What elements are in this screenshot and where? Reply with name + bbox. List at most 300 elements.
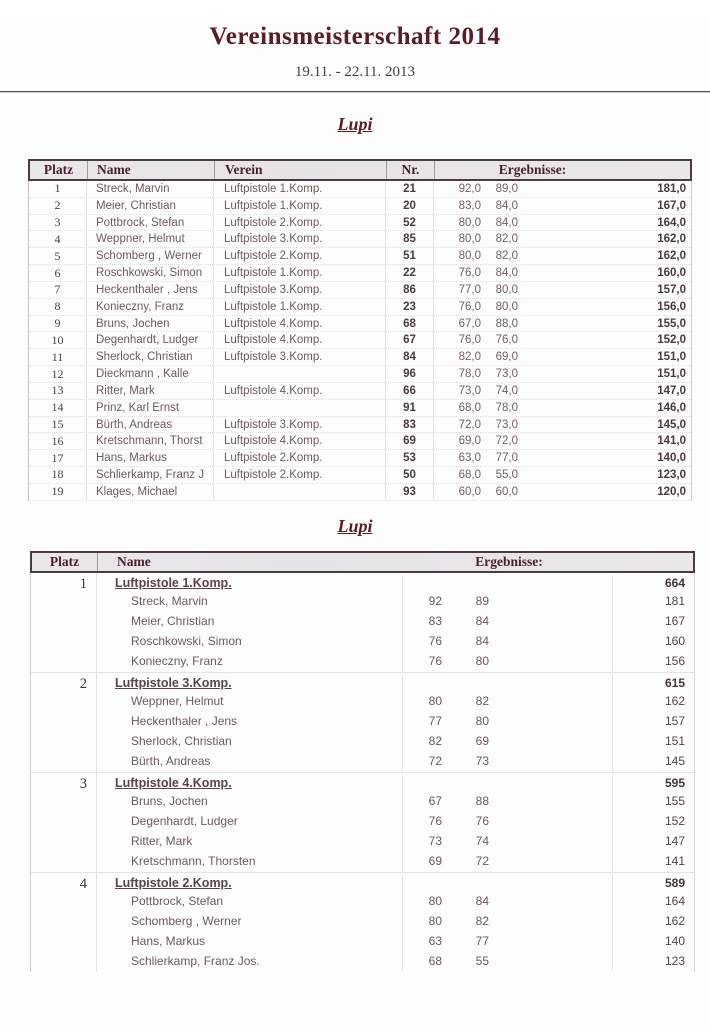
- score-1: 76: [428, 653, 442, 668]
- member-row: [97, 811, 694, 831]
- score-2: 84,0: [495, 216, 518, 229]
- team-name-cell: [97, 776, 402, 790]
- verein-cell: Luftpistole 1.Komp.: [214, 299, 386, 315]
- member-name: Sherlock, Christian: [131, 733, 232, 748]
- score-2: 82,0: [495, 233, 518, 246]
- member-scores: [402, 611, 612, 631]
- score-2: 82: [475, 913, 489, 928]
- individual-table-body: [28, 181, 692, 501]
- results-table-teams: [30, 551, 695, 972]
- score-1: 80: [428, 913, 442, 928]
- member-scores: [402, 691, 612, 711]
- table-row: [29, 282, 691, 299]
- results-cell: [434, 265, 691, 281]
- horizontal-rule: [0, 91, 710, 93]
- total-score: 156,0: [657, 300, 686, 313]
- column-header-nr: Nr.: [387, 161, 435, 179]
- member-row: [97, 851, 694, 871]
- rank-cell: 3: [29, 215, 87, 231]
- score-1: 68,0: [458, 401, 481, 414]
- member-name: Weppner, Helmut: [131, 693, 224, 708]
- column-header-ergebnisse: Ergebnisse:: [475, 553, 543, 569]
- score-2: 72: [475, 853, 489, 868]
- verein-cell: Luftpistole 1.Komp.: [214, 265, 386, 281]
- score-2: 88: [475, 793, 489, 808]
- score-2: 89,0: [495, 182, 518, 195]
- member-total: 164: [612, 891, 694, 911]
- score-1: 69: [428, 853, 442, 868]
- member-total: 141: [612, 851, 694, 871]
- verein-cell: Luftpistole 2.Komp.: [214, 450, 386, 466]
- score-1: 77,0: [458, 283, 481, 296]
- score-1: 63,0: [458, 452, 481, 465]
- total-score: 155,0: [657, 317, 686, 330]
- score-1: 80,0: [458, 233, 481, 246]
- total-score: 164,0: [657, 216, 686, 229]
- team-rank-cell: 1: [31, 573, 97, 672]
- team-scores-spacer: [402, 875, 612, 891]
- member-row: [97, 631, 694, 651]
- date-range: 19.11. - 22.11. 2013: [294, 64, 416, 80]
- score-2: 69: [475, 733, 489, 748]
- table-row: [29, 450, 691, 467]
- team-name: Luftpistole 4.Komp.: [115, 775, 232, 790]
- score-1: 76,0: [458, 300, 481, 313]
- team-group: [31, 573, 694, 672]
- score-1: 92,0: [458, 182, 481, 195]
- team-table-body: [30, 573, 695, 972]
- member-row: [97, 791, 694, 811]
- verein-cell: Luftpistole 1.Komp.: [214, 198, 386, 214]
- table-row: [29, 349, 691, 366]
- member-row: [97, 731, 694, 751]
- total-score: 162,0: [657, 250, 686, 263]
- score-2: 84: [475, 633, 489, 648]
- number-cell: 83: [386, 417, 434, 433]
- score-2: 74,0: [495, 384, 518, 397]
- table-row: [29, 265, 691, 282]
- rank-cell: 19: [29, 484, 87, 500]
- member-row: [97, 611, 694, 631]
- member-total: 140: [612, 931, 694, 951]
- name-cell: Ritter, Mark: [87, 383, 214, 399]
- member-total: 157: [612, 711, 694, 731]
- total-score: 160,0: [657, 267, 686, 280]
- results-cell: [434, 433, 691, 449]
- results-cell: [434, 181, 691, 197]
- page-title: Vereinsmeisterschaft 2014: [209, 23, 501, 50]
- team-rank-cell: 2: [31, 673, 97, 772]
- name-cell: Dieckmann , Kalle: [87, 366, 214, 382]
- member-scores: [402, 891, 612, 911]
- member-scores: [402, 951, 612, 971]
- score-2: 89: [475, 593, 489, 608]
- total-score: 181,0: [657, 182, 686, 195]
- score-2: 73: [475, 753, 489, 768]
- score-1: 80: [428, 893, 442, 908]
- verein-cell: Luftpistole 1.Komp.: [214, 181, 386, 197]
- verein-cell: Luftpistole 2.Komp.: [214, 467, 386, 483]
- rank-cell: 13: [29, 383, 87, 399]
- score-2: 72,0: [495, 435, 518, 448]
- score-2: 82: [475, 693, 489, 708]
- member-row: [97, 931, 694, 951]
- member-total: 181: [612, 591, 694, 611]
- score-2: 69,0: [495, 351, 518, 364]
- number-cell: 22: [386, 265, 434, 281]
- score-1: 76: [428, 633, 442, 648]
- number-cell: 69: [386, 433, 434, 449]
- member-name: Bürth, Andreas: [131, 753, 211, 768]
- score-1: 60,0: [458, 485, 481, 498]
- member-total: 160: [612, 631, 694, 651]
- name-cell: Degenhardt, Ludger: [87, 332, 214, 348]
- table-row: [29, 467, 691, 484]
- table-row: [29, 299, 691, 316]
- team-group: [31, 872, 694, 972]
- rank-cell: 2: [29, 198, 87, 214]
- results-cell: [434, 366, 691, 382]
- verein-cell: Luftpistole 2.Komp.: [214, 248, 386, 264]
- number-cell: 21: [386, 181, 434, 197]
- score-1: 68,0: [458, 468, 481, 481]
- member-scores: [402, 931, 612, 951]
- rank-cell: 15: [29, 417, 87, 433]
- team-members: [97, 791, 694, 871]
- column-header-platz: Platz: [30, 161, 88, 179]
- verein-cell: Luftpistole 4.Komp.: [214, 332, 386, 348]
- results-cell: [434, 198, 691, 214]
- verein-cell: Luftpistole 2.Komp.: [214, 215, 386, 231]
- team-members: [97, 591, 694, 671]
- member-scores: [402, 811, 612, 831]
- rank-cell: 6: [29, 265, 87, 281]
- team-name-cell: [97, 876, 402, 890]
- total-score: 140,0: [657, 452, 686, 465]
- column-header-name: Name: [117, 553, 151, 569]
- number-cell: 51: [386, 248, 434, 264]
- member-name: Streck, Marvin: [131, 593, 208, 608]
- score-1: 78,0: [458, 368, 481, 381]
- verein-cell: Luftpistole 3.Komp.: [214, 231, 386, 247]
- score-2: 55: [475, 953, 489, 968]
- rank-cell: 9: [29, 316, 87, 332]
- member-scores: [402, 591, 612, 611]
- results-cell: [434, 450, 691, 466]
- table-row: [29, 198, 691, 215]
- total-score: 120,0: [657, 485, 686, 498]
- member-scores: [402, 791, 612, 811]
- score-2: 77: [475, 933, 489, 948]
- total-score: 152,0: [657, 334, 686, 347]
- results-cell: [434, 400, 691, 416]
- column-header-verein: Verein: [215, 161, 387, 179]
- member-scores: [402, 631, 612, 651]
- team-header-row: [97, 773, 694, 791]
- team-total: 595: [612, 775, 694, 791]
- score-1: 80,0: [458, 216, 481, 229]
- name-cell: Streck, Marvin: [87, 181, 214, 197]
- score-1: 63: [428, 933, 442, 948]
- section-title-individual: Lupi: [337, 114, 373, 134]
- results-cell: [434, 349, 691, 365]
- number-cell: 53: [386, 450, 434, 466]
- verein-cell: Luftpistole 3.Komp.: [214, 349, 386, 365]
- member-name: Schlierkamp, Franz Jos.: [131, 953, 260, 968]
- table-row: [29, 231, 691, 248]
- member-row: [97, 591, 694, 611]
- column-header-platz: Platz: [32, 553, 98, 571]
- total-score: 157,0: [657, 283, 686, 296]
- score-1: 73: [428, 833, 442, 848]
- rank-cell: 14: [29, 400, 87, 416]
- name-cell: Meier, Christian: [87, 198, 214, 214]
- rank-cell: 7: [29, 282, 87, 298]
- rank-cell: 5: [29, 248, 87, 264]
- member-row: [97, 831, 694, 851]
- score-2: 84,0: [495, 199, 518, 212]
- results-cell: [434, 215, 691, 231]
- score-2: 80,0: [495, 283, 518, 296]
- team-name: Luftpistole 3.Komp.: [115, 675, 232, 690]
- score-1: 67: [428, 793, 442, 808]
- member-scores: [402, 911, 612, 931]
- score-1: 67,0: [458, 317, 481, 330]
- score-1: 72: [428, 753, 442, 768]
- name-cell: Konieczny, Franz: [87, 299, 214, 315]
- member-name: Heckenthaler , Jens: [131, 713, 238, 728]
- score-1: 72,0: [458, 418, 481, 431]
- member-name: Ritter, Mark: [131, 833, 193, 848]
- number-cell: 84: [386, 349, 434, 365]
- name-cell: Pottbrock, Stefan: [87, 215, 214, 231]
- verein-cell: [214, 484, 386, 500]
- results-cell: [434, 282, 691, 298]
- score-1: 76,0: [458, 334, 481, 347]
- score-2: 73,0: [495, 418, 518, 431]
- member-total: 152: [612, 811, 694, 831]
- member-name: Hans, Markus: [131, 933, 206, 948]
- score-2: 84: [475, 893, 489, 908]
- number-cell: 93: [386, 484, 434, 500]
- table-row: [29, 332, 691, 349]
- member-name: Degenhardt, Ludger: [131, 813, 238, 828]
- team-name-cell: [97, 676, 402, 690]
- rank-cell: 10: [29, 332, 87, 348]
- results-cell: [434, 467, 691, 483]
- number-cell: 86: [386, 282, 434, 298]
- member-row: [97, 951, 694, 971]
- score-1: 77: [428, 713, 442, 728]
- results-cell: [434, 484, 691, 500]
- total-score: 146,0: [657, 401, 686, 414]
- team-header-row: [97, 573, 694, 591]
- name-cell: Prinz, Karl Ernst: [87, 400, 214, 416]
- name-cell: Weppner, Helmut: [87, 231, 214, 247]
- member-name: Meier, Christian: [131, 613, 215, 628]
- score-2: 84: [475, 613, 489, 628]
- score-1: 83: [428, 613, 442, 628]
- member-scores: [402, 731, 612, 751]
- total-score: 147,0: [657, 384, 686, 397]
- member-scores: [402, 711, 612, 731]
- column-header-name: Name: [88, 161, 215, 179]
- results-cell: [434, 248, 691, 264]
- total-score: 151,0: [657, 351, 686, 364]
- table-row: [29, 248, 691, 265]
- number-cell: 68: [386, 316, 434, 332]
- score-1: 76: [428, 813, 442, 828]
- table-row: [29, 433, 691, 450]
- table-row: [29, 417, 691, 434]
- verein-cell: Luftpistole 4.Komp.: [214, 433, 386, 449]
- results-cell: [434, 299, 691, 315]
- member-total: 156: [612, 651, 694, 671]
- total-score: 151,0: [657, 368, 686, 381]
- score-2: 55,0: [495, 468, 518, 481]
- score-1: 80,0: [458, 250, 481, 263]
- column-header-spacer: [614, 553, 693, 571]
- score-2: 76: [475, 813, 489, 828]
- table-row: [29, 316, 691, 333]
- member-row: [97, 711, 694, 731]
- verein-cell: Luftpistole 3.Komp.: [214, 282, 386, 298]
- score-2: 74: [475, 833, 489, 848]
- score-2: 76,0: [495, 334, 518, 347]
- member-name: Roschkowski, Simon: [131, 633, 242, 648]
- team-name: Luftpistole 1.Komp.: [115, 575, 232, 590]
- score-1: 76,0: [458, 267, 481, 280]
- team-scores-spacer: [402, 575, 612, 591]
- table-row: [29, 484, 691, 501]
- member-scores: [402, 651, 612, 671]
- team-members: [97, 691, 694, 771]
- team-members: [97, 891, 694, 971]
- total-score: 123,0: [657, 468, 686, 481]
- score-2: 82,0: [495, 250, 518, 263]
- number-cell: 67: [386, 332, 434, 348]
- name-cell: Bürth, Andreas: [87, 417, 214, 433]
- member-total: 162: [612, 691, 694, 711]
- member-name: Kretschmann, Thorsten: [131, 853, 256, 868]
- score-1: 92: [428, 593, 442, 608]
- team-group-main: [97, 673, 694, 772]
- team-rank-cell: 4: [31, 873, 97, 972]
- verein-cell: Luftpistole 4.Komp.: [214, 383, 386, 399]
- rank-cell: 8: [29, 299, 87, 315]
- name-cell: Heckenthaler , Jens: [87, 282, 214, 298]
- team-group: [31, 772, 694, 872]
- total-score: 145,0: [657, 418, 686, 431]
- number-cell: 52: [386, 215, 434, 231]
- team-rank-cell: 3: [31, 773, 97, 872]
- score-1: 82,0: [458, 351, 481, 364]
- member-name: Konieczny, Franz: [131, 653, 223, 668]
- member-name: Bruns, Jochen: [131, 793, 208, 808]
- verein-cell: [214, 366, 386, 382]
- number-cell: 20: [386, 198, 434, 214]
- score-2: 78,0: [495, 401, 518, 414]
- number-cell: 23: [386, 299, 434, 315]
- score-1: 73,0: [458, 384, 481, 397]
- team-table-header: [30, 551, 695, 573]
- member-total: 123: [612, 951, 694, 971]
- member-total: 167: [612, 611, 694, 631]
- name-cell: Hans, Markus: [87, 450, 214, 466]
- number-cell: 91: [386, 400, 434, 416]
- team-total: 589: [612, 875, 694, 891]
- name-cell: Klages, Michael: [87, 484, 214, 500]
- score-2: 60,0: [495, 485, 518, 498]
- individual-table-header: [28, 159, 692, 181]
- name-cell: Bruns, Jochen: [87, 316, 214, 332]
- team-header-row: [97, 873, 694, 891]
- member-row: [97, 891, 694, 911]
- name-cell: Sherlock, Christian: [87, 349, 214, 365]
- team-total: 664: [612, 575, 694, 591]
- name-cell: Roschkowski, Simon: [87, 265, 214, 281]
- rank-cell: 18: [29, 467, 87, 483]
- number-cell: 85: [386, 231, 434, 247]
- team-name: Luftpistole 2.Komp.: [115, 875, 232, 890]
- score-1: 69,0: [458, 435, 481, 448]
- member-scores: [402, 831, 612, 851]
- rank-cell: 16: [29, 433, 87, 449]
- total-score: 141,0: [657, 435, 686, 448]
- name-cell: Schlierkamp, Franz J: [87, 467, 214, 483]
- results-table-individual: [28, 159, 692, 501]
- rank-cell: 1: [29, 181, 87, 197]
- table-row: [29, 366, 691, 383]
- table-row: [29, 215, 691, 232]
- score-2: 80: [475, 653, 489, 668]
- member-row: [97, 691, 694, 711]
- team-total: 615: [612, 675, 694, 691]
- member-total: 151: [612, 731, 694, 751]
- table-row: [29, 181, 691, 198]
- team-name-cell: [97, 576, 402, 590]
- member-name: Pottbrock, Stefan: [131, 893, 224, 908]
- rank-cell: 17: [29, 450, 87, 466]
- score-2: 77,0: [495, 452, 518, 465]
- total-score: 167,0: [657, 199, 686, 212]
- member-total: 147: [612, 831, 694, 851]
- results-cell: [434, 417, 691, 433]
- member-row: [97, 911, 694, 931]
- name-cell: Kretschmann, Thorst: [87, 433, 214, 449]
- rank-cell: 4: [29, 231, 87, 247]
- verein-cell: Luftpistole 4.Komp.: [214, 316, 386, 332]
- score-2: 88,0: [495, 317, 518, 330]
- score-1: 80: [428, 693, 442, 708]
- member-row: [97, 651, 694, 671]
- table-row: [29, 400, 691, 417]
- results-cell: [434, 231, 691, 247]
- team-group-main: [97, 773, 694, 872]
- score-2: 73,0: [495, 368, 518, 381]
- member-row: [97, 751, 694, 771]
- team-scores-spacer: [402, 775, 612, 791]
- score-1: 68: [428, 953, 442, 968]
- results-cell: [434, 332, 691, 348]
- rank-cell: 11: [29, 349, 87, 365]
- score-2: 80: [475, 713, 489, 728]
- number-cell: 50: [386, 467, 434, 483]
- verein-cell: Luftpistole 3.Komp.: [214, 417, 386, 433]
- results-cell: [434, 316, 691, 332]
- team-scores-spacer: [402, 675, 612, 691]
- member-total: 162: [612, 911, 694, 931]
